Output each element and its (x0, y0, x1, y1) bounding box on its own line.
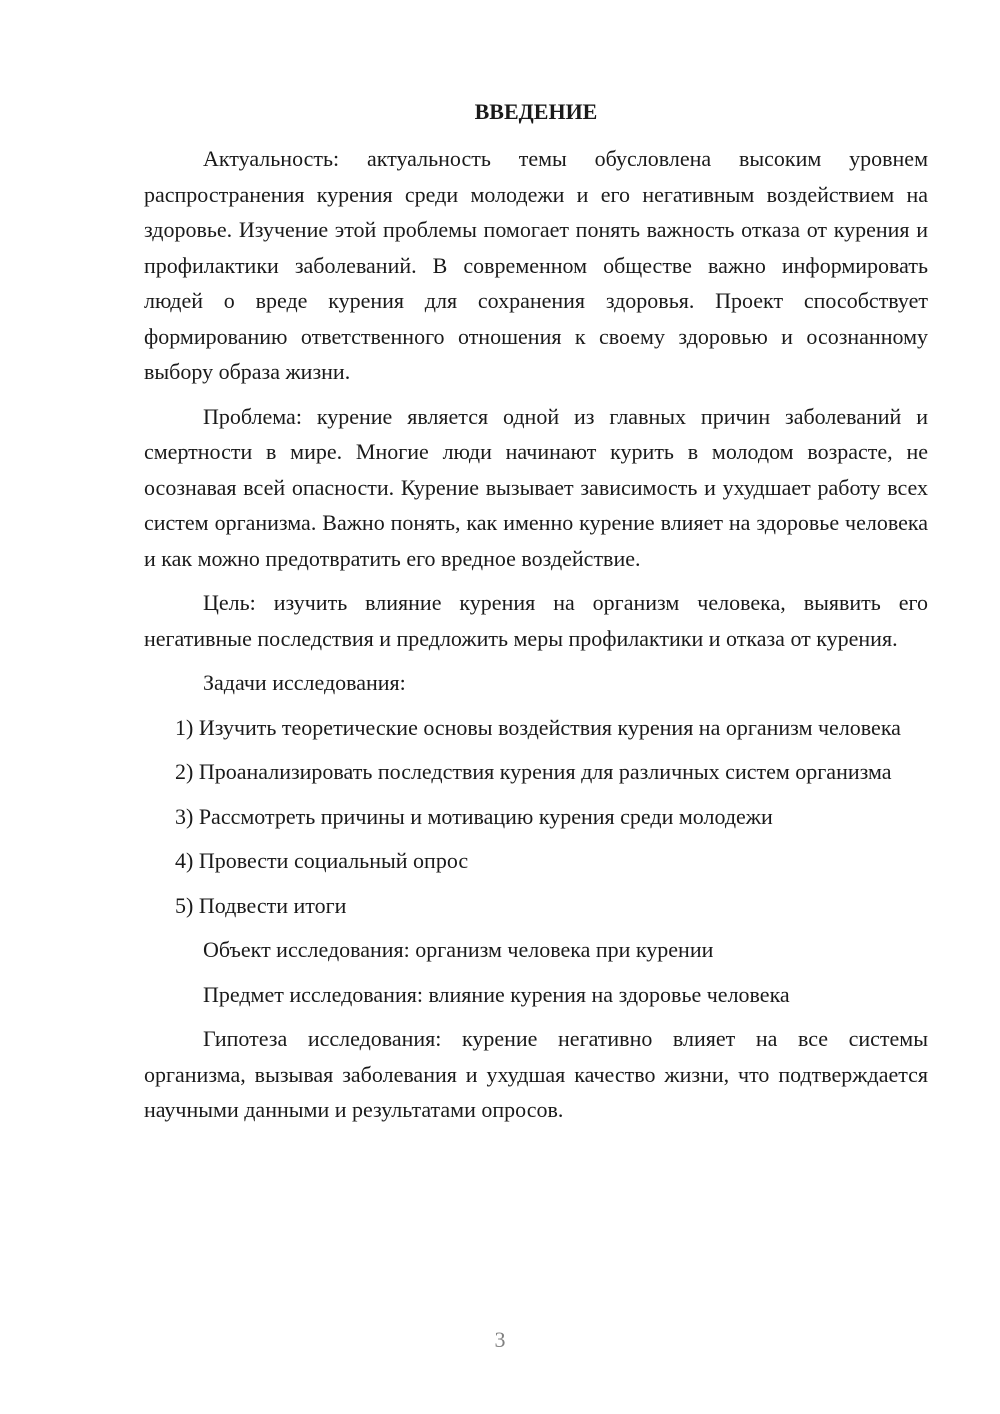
research-subject: Предмет исследования: влияние курения на здоровье человека (203, 981, 790, 1007)
task-item-3: 3) Рассмотреть причины и мотивацию курения среди молодежи (175, 803, 773, 829)
task-item-2: 2) Проанализировать последствия курения для различных систем организма (175, 759, 892, 784)
goal-paragraph: Цель: изучить влияние курения на организм человека, выявить его негативные последствия и предложить меры профилактики и отказа от курения. (144, 590, 928, 651)
problem-paragraph: Проблема: курение является одной из главных причин заболеваний и смертности в мире. Многие люди начинают курить в молодом возрасте, не осознавая всей опасности. Курение вызывает зависимость и ухудшает работу всех систем организма. Важно понять, как именно курение влияет на здоровье человека и как можно предотвратить его вредное воздействие. (144, 403, 928, 571)
task-item-4: 4) Провести социальный опрос (175, 848, 469, 873)
task-item-5: 5) Подвести итоги (175, 892, 347, 918)
page-number: 3 (494, 1327, 506, 1352)
task-item-1: 1) Изучить теоретические основы воздействия курения на организм человека (175, 714, 901, 740)
relevance-paragraph: Актуальность: актуальность темы обусловлена высоким уровнем распространения курения среди молодежи и его негативным воздействием на здоровье. Изучение этой проблемы помогает понять важность отказа от курения и профилактики заболеваний. В современном обществе важно информировать людей о вреде курения для сохранения здоровья. Проект способствует формированию ответственного отношения к своему здоровью и осознанному выбору образа жизни. (144, 146, 928, 384)
section-title: ВВЕДЕНИЕ (474, 99, 598, 124)
research-object: Объект исследования: организм человека при курении (203, 937, 714, 962)
research-hypothesis: Гипотеза исследования: курение негативно влияет на все системы организма, вызывая заболевания и ухудшая качество жизни, что подтверждается научными данными и результатами опросов. (144, 1026, 928, 1122)
document-page (144, 94, 928, 1137)
tasks-heading: Задачи исследования: (203, 670, 406, 695)
